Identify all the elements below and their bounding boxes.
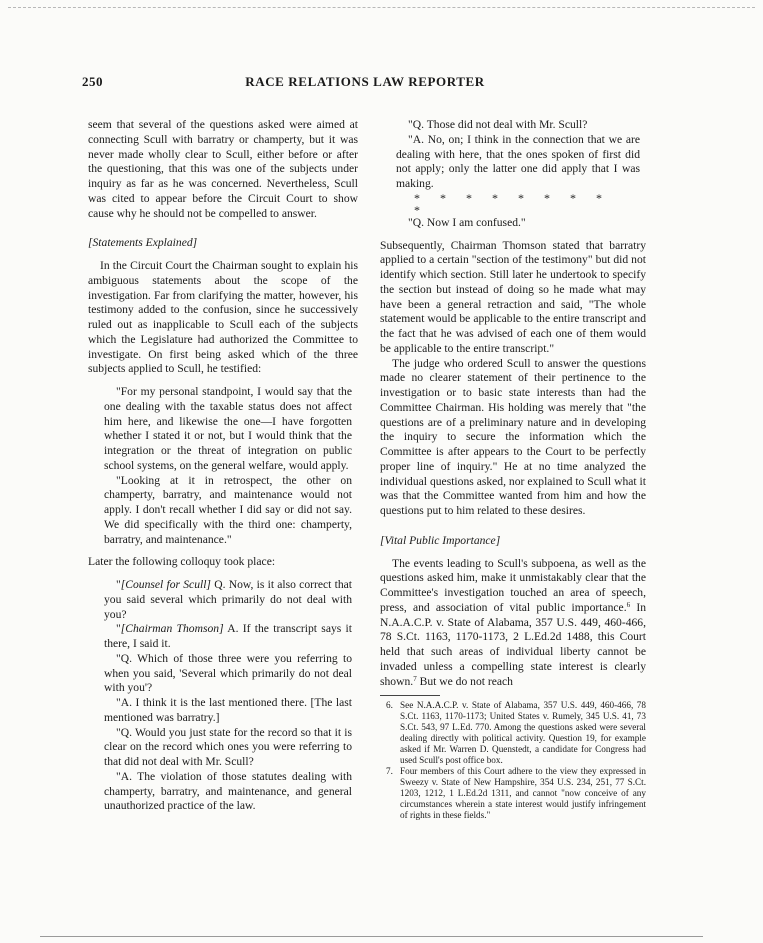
- colloquy-a-violation: "A. The violation of those statutes dealing with champerty, barratry, and maintenance, and general unauthorized practice of the law.: [104, 769, 352, 813]
- right-column: [380, 118, 646, 821]
- quote-retrospect: "Looking at it in retrospect, the other on champerty, barratry, and maintenance would not apply. I don't recall whether I did say or did not say. We did specifically with the third one: champerty, barratry, and maintenance.": [104, 473, 352, 546]
- paragraph-colloquy-intro: Later the following colloquy took place:: [88, 555, 276, 569]
- colloquy-a-no: "A. No, on; I think in the connection that we are dealing with here, that the ones spoken of first did not apply; only the latter one did apply that I was making.: [396, 132, 640, 190]
- paragraph-events: The events leading to Scull's subpoena, as well as the questions asked him, make it unmistakably clear that the Committee's investigation touched an area of speech, press, and association of vital public importance.$^6$ In N.A.A.C.P. v. State of Alabama, 357 U.S. 449, 460-466, 78 S.Ct. 1163, 1170-1173, 2 L.Ed.2d 1488, this Court held that such areas of individual liberty cannot be invaded unless a compelling state interest is clearly shown.$^7$ But we do not reach: [380, 556, 646, 688]
- quote-personal-standpoint: "For my personal standpoint, I would say that the one dealing with the taxable status does not affect him here, and likewise the one—I have forgotten whether I stated it or not, but I would think that the integration or the threat of integration on public school systems, on the general welfare, would apply.: [104, 385, 352, 472]
- heading-vital-public-importance: [Vital Public Importance]: [380, 533, 501, 547]
- paragraph-subsequently: Subsequently, Chairman Thomson stated that barratry applied to a certain "section of the testimony" but did not identify which section. Still later he undertook to specify the section but instead of doing so he made what may have been a general retraction and said, "The whole statement would be applicable to the entire transcript and the fact that he was advised of each one of them would be applicable to the entire transcript.": [380, 238, 646, 355]
- colloquy-continued: [380, 118, 646, 231]
- colloquy-a-last: "A. I think it is the last mentioned there. [The last mentioned was barratry.]: [104, 696, 352, 724]
- colloquy-block: [88, 578, 358, 814]
- scan-bottom-border: [40, 936, 703, 937]
- colloquy-chairman: "[Chairman Thomson] A. If the transcript says it there, I said it.: [104, 622, 352, 650]
- colloquy-q-those: "Q. Those did not deal with Mr. Scull?: [408, 118, 588, 131]
- footnote-7-number: 7.: [386, 766, 393, 777]
- heading-statements-explained: [Statements Explained]: [88, 236, 198, 250]
- testimony-quote: [88, 385, 358, 547]
- running-header: [82, 74, 648, 92]
- colloquy-counsel: "[Counsel for Scull] Q. Now, is it also correct that you said several which primarily do not deal with you?: [104, 578, 352, 621]
- paragraph-circuit-court: In the Circuit Court the Chairman sought to explain his ambiguous statements about the scope of the investigation. Far from clarifying the matter, however, his testimony added to the confusion, since he successively ruled out as inapplicable to Scull each of the subjects which the Legislature had authorized the Committee to investigate. On first being asked which of the three subjects applied to Scull, he testified:: [88, 259, 358, 376]
- page-number: 250: [82, 74, 103, 89]
- footnote-6-number: 6.: [386, 700, 393, 711]
- speaker-chairman: [Chairman Thomson]: [120, 622, 224, 636]
- scan-top-border: [8, 7, 755, 8]
- paragraph-judge: The judge who ordered Scull to answer the questions made no clearer statement of their pertinence to the investigation or to basic state interests than had the Committee Chairman. His holding was merely that "the questions are of a preliminary nature and in developing the inquiry to secure the information which the Committee is after appears to the Court to be perfectly proper line of inquiry." He at no time analyzed the individual questions asked, nor explained to Scull what it was that the Committee wanted from him and how the questions put to him related to these desires.: [380, 356, 646, 517]
- speaker-counsel: [Counsel for Scull]: [120, 578, 211, 591]
- footnote-7: 7. Four members of this Court adhere to the view they expressed in Sweezy v. State of New Hampshire, 354 U.S. 234, 251, 77 S.Ct. 1203, 1212, 1 L.Ed.2d 1311, and cannot "now conceive of any circumstances wherein a state interest would justify infringement of rights in these fields.": [386, 766, 646, 821]
- footnote-ref-6[interactable]: 6: [626, 600, 631, 609]
- footnote-ref-7[interactable]: 7: [413, 674, 417, 683]
- colloquy-q-which: "Q. Which of those three were you referring to when you said, 'Several which primarily do not deal with you'?: [104, 651, 352, 695]
- running-title: RACE RELATIONS LAW REPORTER: [245, 74, 485, 89]
- colloquy-q-record: "Q. Would you just state for the record so that it is clear on the record which ones you were referring to that did not deal with Mr. Scull?: [104, 725, 352, 768]
- footnote-6: 6. See N.A.A.C.P. v. State of Alabama, 357 U.S. 449, 460-466, 78 S.Ct. 1163, 1170-1173; United States v. Rumely, 345 U.S. 41, 73 S.Ct. 543, 97 L.Ed. 770. Among the questions asked were several dealing directly with political activity. Question 19, for example asked if Mr. Warren D. Quenstedt, a candidate for Congress had used Scull's post office box.: [386, 700, 646, 766]
- left-column: [88, 118, 358, 814]
- colloquy-q-confused: "Q. Now I am confused.": [408, 215, 526, 229]
- ellipsis-asterisks: * * * * * * * **: [414, 190, 602, 217]
- paragraph-intro: seem that several of the questions asked were aimed at connecting Scull with barratry or champerty, but it was never made wholly clear to Scull, either before or after the questioning, that this was one of the subjects under inquiry as far as he was concerned. Nevertheless, Scull was cited to appear before the Circuit Court to show cause why he should not be compelled to answer.: [88, 118, 358, 220]
- footnote-divider: [380, 695, 440, 696]
